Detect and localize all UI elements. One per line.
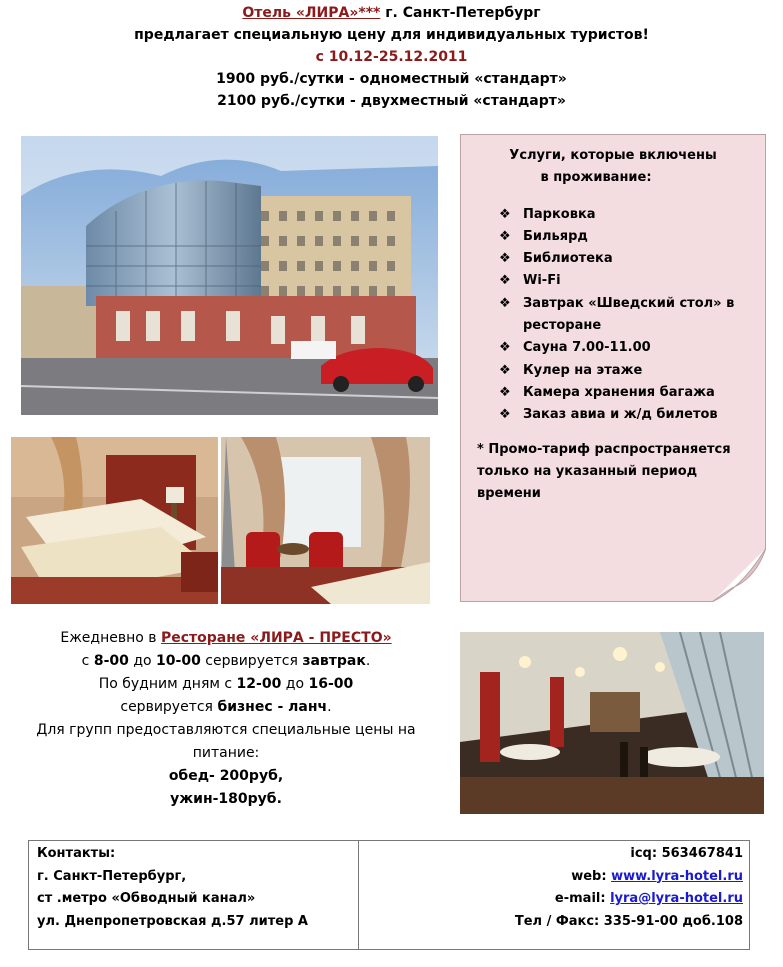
services-list (461, 204, 765, 427)
diamond-bullet-icon: ❖ (499, 407, 511, 423)
contacts-email (359, 888, 743, 911)
services-title (461, 145, 765, 190)
hotel-name: Отель «ЛИРА»*** (242, 5, 381, 21)
service-item (499, 204, 765, 226)
lunch-price (10, 765, 442, 788)
diamond-bullet-icon: ❖ (499, 228, 511, 244)
service-item-label: Сауна 7.00-11.00 (523, 340, 651, 356)
breakfast-start: 8-00 (93, 653, 129, 669)
restaurant-line-1 (10, 627, 442, 650)
icq-number: 563467841 (661, 846, 743, 861)
twin-room-photo (11, 437, 218, 604)
lunch-hours-line (10, 673, 442, 696)
contacts-address-column (29, 841, 359, 949)
services-title-line-2: в проживание: (540, 170, 652, 186)
service-item (499, 270, 765, 292)
contacts-city: г. Санкт-Петербург, (37, 868, 187, 884)
service-item-label: Парковка (523, 206, 596, 222)
restaurant-info (10, 627, 442, 811)
lunch-price-text: обед- 200руб, (168, 768, 284, 784)
lunch-weekdays: По будним дням с (98, 676, 237, 692)
hotel-building-photo (21, 136, 438, 415)
service-item (499, 226, 765, 248)
breakfast-served: сервируется (200, 653, 303, 669)
breakfast-to: до (128, 653, 157, 669)
web-label: web: (571, 868, 612, 884)
lunch-word: бизнес - ланч (217, 699, 328, 715)
service-item (499, 337, 765, 359)
contacts-phone: Тел / Факс: 335-91-00 доб.108 (514, 913, 743, 929)
restaurant-hall-photo (460, 632, 764, 814)
promo-note: * Промо-тариф распространяется только на указанный период времени (477, 441, 731, 502)
diamond-bullet-icon: ❖ (499, 362, 511, 378)
service-item (499, 248, 765, 270)
lunch-served: сервируется (120, 699, 218, 715)
website-link[interactable]: www.lyra-hotel.ru (611, 868, 743, 884)
contacts-icq (359, 843, 743, 866)
lunch-dot: . (327, 699, 332, 715)
diamond-bullet-icon: ❖ (499, 206, 511, 222)
service-item-label: Заказ авиа и ж/д билетов (523, 407, 718, 423)
diamond-bullet-icon: ❖ (499, 295, 511, 311)
offer-dates: с 10.12-25.12.2011 (315, 49, 468, 65)
lunch-end: 16-00 (308, 676, 354, 692)
page-curl-decoration (712, 548, 766, 602)
service-item-label: Бильярд (523, 228, 588, 244)
header-offer-text: предлагает специальную цену для индивидуальных туристов! (134, 27, 649, 43)
price-single: 1900 руб./сутки - одноместный «стандарт» (216, 71, 567, 87)
contacts-table (28, 840, 750, 950)
lunch-to: до (281, 676, 309, 692)
service-item (499, 404, 765, 426)
breakfast-dot: . (365, 653, 371, 669)
service-item-label: Завтрак «Шведский стол» в ресторане (523, 295, 735, 334)
contacts-title: Контакты: (37, 846, 116, 861)
email-link[interactable]: lyra@lyra-hotel.ru (610, 891, 743, 906)
service-item-label: Кулер на этаже (523, 362, 643, 378)
service-item (499, 293, 765, 338)
breakfast-end: 10-00 (156, 653, 201, 669)
groups-line: Для групп предоставляются специальные цены на питание: (36, 722, 416, 761)
service-item (499, 360, 765, 382)
contacts-address: ул. Днепропетровская д.57 литер А (37, 913, 308, 929)
restaurant-daily-prefix: Ежедневно в (60, 630, 161, 646)
service-item-label: Камера хранения багажа (523, 384, 715, 400)
supper-price (10, 788, 442, 811)
contacts-web (359, 866, 743, 889)
header-city: г. Санкт-Петербург (380, 5, 541, 21)
service-item (499, 382, 765, 404)
services-title-line-1: Услуги, которые включены (509, 148, 717, 163)
lunch-start: 12-00 (236, 676, 282, 692)
breakfast-word: завтрак (302, 653, 366, 669)
contacts-metro: ст .метро «Обводный канал» (37, 891, 256, 906)
supper-price-text: ужин-180руб. (170, 791, 282, 807)
breakfast-line (10, 650, 442, 673)
breakfast-from: с (81, 653, 94, 669)
header-line-1 (0, 2, 783, 24)
icq-label: icq: (630, 846, 662, 861)
lunch-line (10, 696, 442, 719)
room-armchairs-photo (221, 437, 430, 604)
contacts-communication-column (359, 841, 749, 949)
service-item-label: Библиотека (523, 251, 613, 267)
diamond-bullet-icon: ❖ (499, 384, 511, 400)
offer-header (0, 2, 783, 112)
price-double: 2100 руб./сутки - двухместный «стандарт» (217, 93, 566, 109)
diamond-bullet-icon: ❖ (499, 340, 511, 356)
service-item-label: Wi-Fi (523, 273, 561, 289)
diamond-bullet-icon: ❖ (499, 251, 511, 267)
diamond-bullet-icon: ❖ (499, 273, 511, 289)
restaurant-name: Ресторане «ЛИРА - ПРЕСТО» (160, 630, 392, 646)
services-note (460, 134, 766, 602)
email-label: e-mail: (554, 891, 611, 906)
